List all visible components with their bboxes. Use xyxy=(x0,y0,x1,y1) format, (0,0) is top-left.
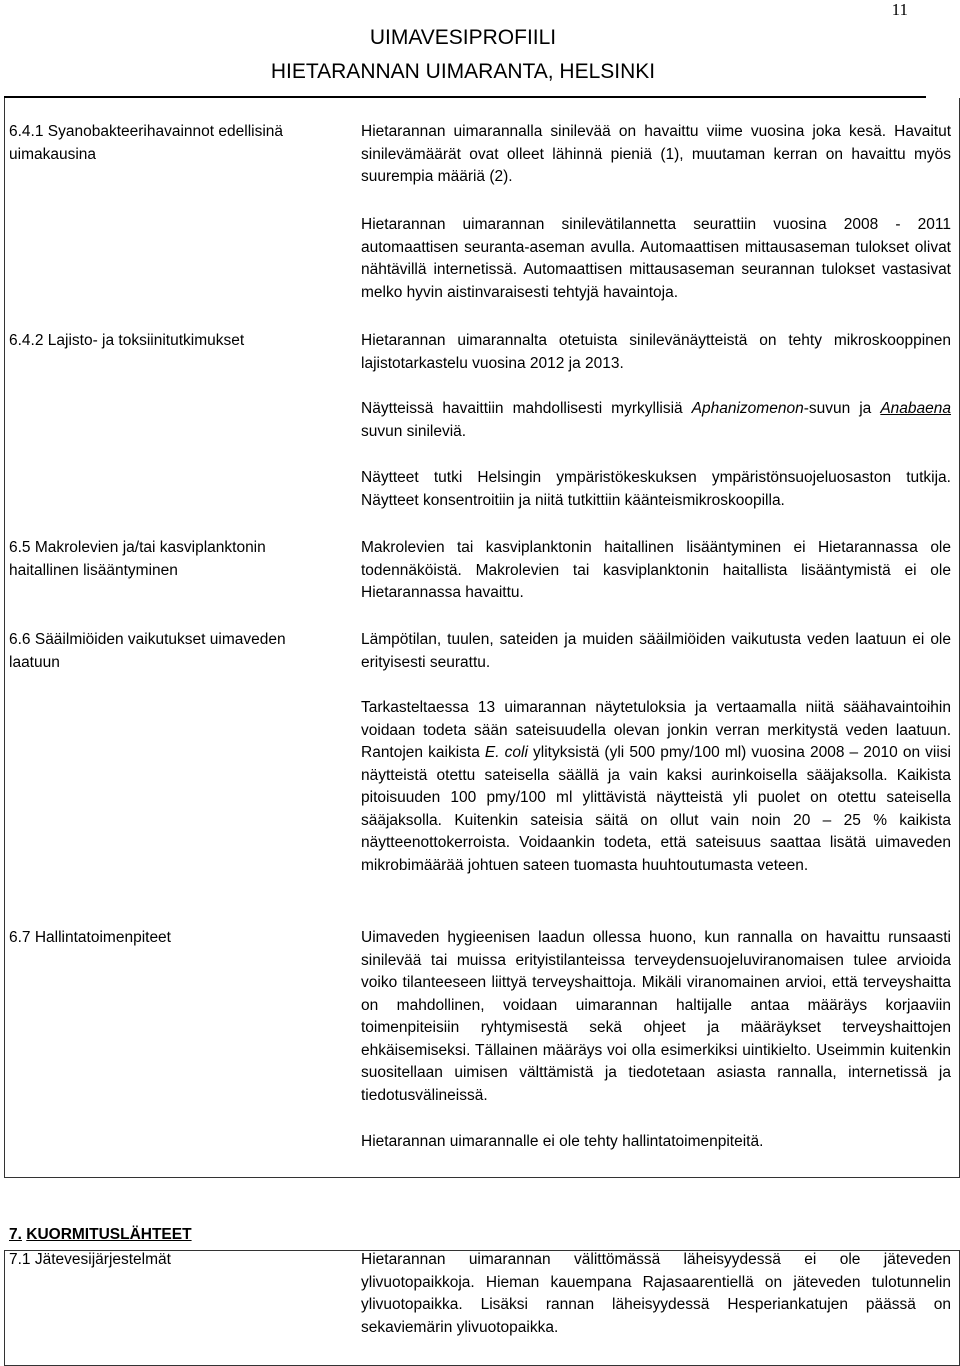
page-number: 11 xyxy=(891,0,908,19)
p2-part: Näytteissä havaittiin mahdollisesti myrkyllisiä xyxy=(361,400,692,417)
genus-anabaena xyxy=(880,400,951,417)
p2-part: -suvun ja xyxy=(803,400,881,417)
section-7-heading xyxy=(9,1226,192,1244)
document-title: UIMAVESIPROFIILI xyxy=(369,26,557,49)
text-6-5-p1: Makrolevien tai kasviplanktonin haitallinen lisääntyminen ei Hietarannassa ole todennäköistä. Makrolevien tai kasviplanktonin haitallista lisääntymistä ei ole Hietarannassa havaittu. xyxy=(361,539,951,601)
label-6-4-1: 6.4.1 Syanobakteerihavainnot edellisinä uimakausina xyxy=(9,123,284,163)
text-6-4-1-p1: Hietarannan uimarannalla sinilevää on havaittu viime vuosina joka kesä. Havaitut sinilevämäärät ovat olleet lähinnä pieniä (1), muutaman kerran on havaittu myös suurempia määriä (2). xyxy=(361,123,951,185)
label-7-1: 7.1 Jätevesijärjestelmät xyxy=(9,1251,171,1268)
text-7-1-p1: Hietarannan uimarannan välittömässä läheisyydessä ei ole jäteveden ylivuotopaikkoja. Hieman kauempana Rajasaarentiellä on jäteveden tulotunnelin ylivuotopaikka. Lisäksi rannan läheisyydessä Hesperiankatujen päässä on sekaviemärin ylivuotopaikka. xyxy=(361,1251,951,1336)
text-6-4-2-p1: Hietarannan uimarannalta otetuista sinilevänäytteistä on tehty mikroskooppinen lajistotarkastelu vuosina 2012 ja 2013. xyxy=(361,332,951,372)
text-6-6-p1: Lämpötilan, tuulen, sateiden ja muiden sääilmiöiden vaikutusta veden laatuun ei ole erityisesti seurattu. xyxy=(361,631,951,671)
document-subtitle: HIETARANNAN UIMARANTA, HELSINKI xyxy=(270,60,656,83)
text-6-7-p2: Hietarannan uimarannalle ei ole tehty hallintatoimenpiteitä. xyxy=(361,1133,764,1150)
p2-part: suvun sinileviä. xyxy=(361,422,467,440)
label-6-5: 6.5 Makrolevien ja/tai kasviplanktonin haitallinen lisääntyminen xyxy=(9,539,266,579)
section-7-title: KUORMITUSLÄHTEET xyxy=(26,1226,192,1243)
p2-part: ylityksistä (yli 500 pmy/100 ml) vuosina 2008 – 2010 on viisi näytteistä otettu sateisella säällä ja vain kaksi aurinkoisella sääjaksolla. Kaikista pitoisuuden 100 pmy/100 ml ylittävistä näytteistä yli puolet on otettu sateisella sääjaksolla. Kuitenkin sateisia säitä on ollut vain noin 20 – 25 % kaikista näytteenottokerroista. Voidaankin todeta, että sateisuus saattaa lisätä uimaveden mikrobimäärää johtuen sateen tuomasta huuhtoutumasta veteen. xyxy=(361,744,951,874)
label-6-7: 6.7 Hallintatoimenpiteet xyxy=(9,929,171,946)
text-6-6-p2 xyxy=(361,697,951,877)
text-6-7-p1: Uimaveden hygieenisen laadun ollessa huono, kun rannalla on havaittu runsaasti sinilevää tai muissa erityistilanteissa terveydensuojeluviranomaisen tulee arvioida voiko tilanteeseen liittyä terveyshaittoja. Mikäli viranomainen arvioi, että terveyshaitta on mahdollinen, voidaan uimarannan haltijalle antaa määräys korjaaviin toimenpiteisiin ryhtymisestä sekä ohjeet ja määräykset terveyshaittojen ehkäisemiseksi. Tällainen määräys voi olla esimerkiksi uintikielto. Useimmin kuitenkin suositellaan uimisen välttämistä ja tiedotetaan asiasta rannalla, internetissä ja tiedotusvälineissä. xyxy=(361,929,951,1104)
label-6-4-2: 6.4.2 Lajisto- ja toksiinitutkimukset xyxy=(9,332,245,349)
section-7-number: 7. xyxy=(9,1226,22,1243)
e-coli-term: E. coli xyxy=(484,744,528,761)
text-6-4-2-p3: Näytteet tutki Helsingin ympäristökeskuksen ympäristönsuojeluosaston tutkija. Näytteet konsentroitiin ja niitä tutkittiin käänteismikroskoopilla. xyxy=(361,469,951,509)
text-6-4-2-p2 xyxy=(361,398,951,443)
label-6-6: 6.6 Sääilmiöiden vaikutukset uimaveden laatuun xyxy=(9,631,286,671)
genus-aphanizomenon: Aphanizomenon xyxy=(691,400,804,417)
text-6-4-1-p2: Hietarannan uimarannan sinilevätilannetta seurattiin vuosina 2008 - 2011 automaattisen seuranta-aseman avulla. Automaattisen mittausaseman tulokset olivat nähtävillä internetissä. Automaattisen mittausaseman seurannan tulokset vastasivat melko hyvin aistinvaraisesti tehtyjä havaintoja. xyxy=(361,216,951,301)
p2-part: Tarkasteltaessa 13 uimarannan näytetuloksia ja vertaamalla niitä säähavaintoihin voidaan todeta sään sateisuudella olevan jonkin verran merkitystä veden laatuun. Rantojen kaikista xyxy=(361,699,951,761)
genus-anabaena-underline: Anabaena xyxy=(880,400,952,417)
